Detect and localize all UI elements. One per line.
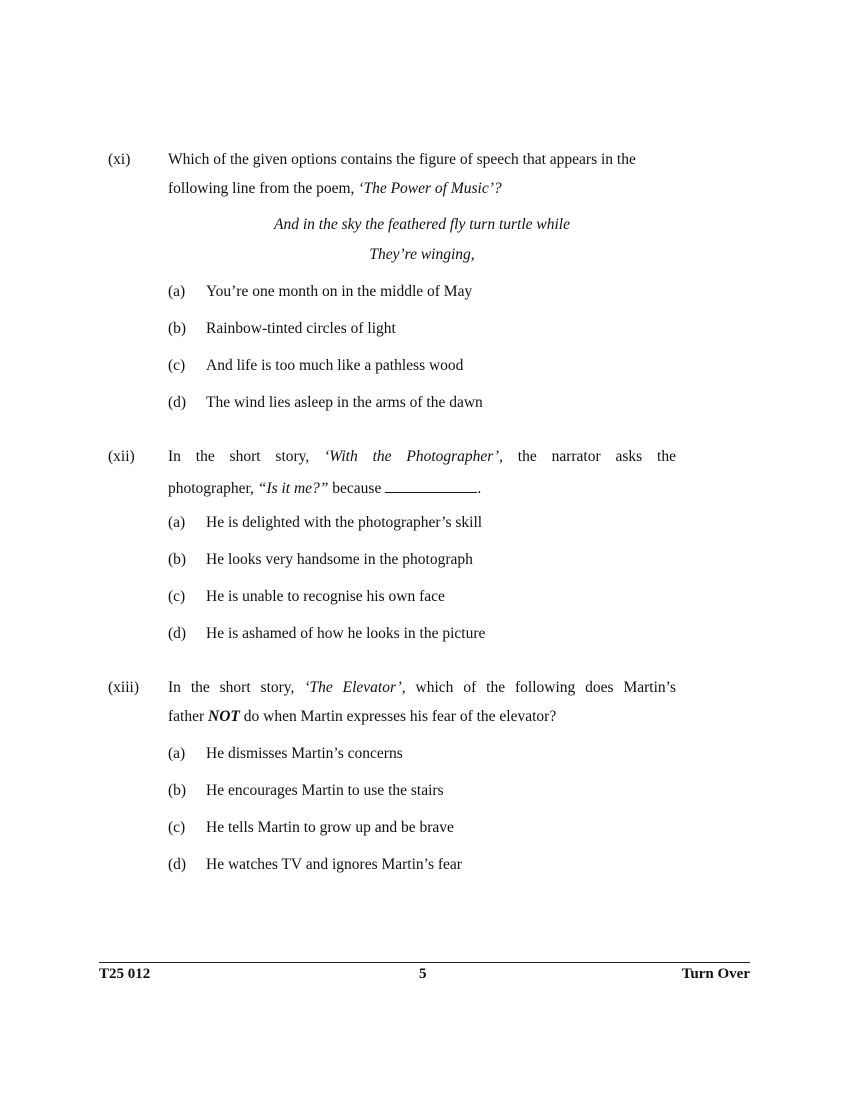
option-text: He is delighted with the photographer’s skill: [206, 514, 483, 531]
option-text: He is ashamed of how he looks in the picture: [206, 625, 486, 642]
option-c[interactable]: [168, 357, 463, 375]
question-text-line: Which of the given options contains the figure of speech that appears in the: [168, 151, 636, 168]
option-label: (b): [168, 320, 187, 337]
quoted-speech: “Is it me?”: [257, 480, 329, 497]
question-text-line: In the short story, ‘With the Photographer’, the narrator asks the: [168, 448, 676, 465]
question-text-line: father NOT do when Martin expresses his fear of the elevator?: [168, 708, 557, 725]
option-text: The wind lies asleep in the arms of the dawn: [206, 394, 483, 411]
option-label: (d): [168, 856, 187, 873]
option-b[interactable]: [168, 782, 444, 800]
option-b[interactable]: [168, 320, 396, 338]
question-number: (xi): [108, 151, 131, 168]
option-text: And life is too much like a pathless wood: [206, 357, 464, 374]
page-number: 5: [419, 966, 427, 982]
option-label: (b): [168, 782, 187, 799]
story-title: ‘With the Photographer’: [324, 448, 500, 465]
option-c[interactable]: [168, 819, 454, 837]
option-text: Rainbow-tinted circles of light: [206, 320, 396, 337]
answer-blank: [385, 477, 477, 493]
question-text-line: In the short story, ‘The Elevator’, which of the following does Martin’s: [168, 679, 676, 696]
option-text: He is unable to recognise his own face: [206, 588, 445, 605]
option-d[interactable]: [168, 856, 462, 874]
option-text: He dismisses Martin’s concerns: [206, 745, 403, 762]
question-number: (xiii): [108, 679, 139, 696]
option-text: He tells Martin to grow up and be brave: [206, 819, 454, 836]
option-label: (b): [168, 551, 187, 568]
turn-over-label: Turn Over: [681, 966, 750, 982]
footer-divider: [99, 962, 750, 963]
option-label: (d): [168, 394, 187, 411]
option-text: He watches TV and ignores Martin’s fear: [206, 856, 462, 873]
option-a[interactable]: [168, 745, 403, 763]
emphasis-not: NOT: [208, 708, 240, 725]
option-a[interactable]: [168, 283, 472, 301]
question-number: (xii): [108, 448, 135, 465]
question-text-line: following line from the poem, ‘The Power of Music’?: [168, 180, 502, 197]
option-d[interactable]: [168, 625, 485, 643]
option-label: (d): [168, 625, 187, 642]
poem-title: ‘The Power of Music’?: [358, 180, 502, 197]
story-title: ‘The Elevator’,: [304, 679, 406, 696]
option-label: (a): [168, 514, 186, 531]
option-text: You’re one month on in the middle of May: [206, 283, 473, 300]
option-label: (c): [168, 357, 186, 374]
option-label: (c): [168, 819, 186, 836]
question-text-line: photographer, “Is it me?” because .: [168, 477, 676, 498]
option-c[interactable]: [168, 588, 445, 606]
option-a[interactable]: [168, 514, 482, 532]
option-label: (a): [168, 745, 186, 762]
poem-quote-line: And in the sky the feathered fly turn turtle while: [273, 216, 570, 233]
paper-code: T25 012: [99, 966, 151, 982]
option-label: (c): [168, 588, 186, 605]
poem-quote-line: They’re winging,: [369, 246, 475, 263]
option-text: He encourages Martin to use the stairs: [206, 782, 444, 799]
option-b[interactable]: [168, 551, 473, 569]
option-label: (a): [168, 283, 186, 300]
option-text: He looks very handsome in the photograph: [206, 551, 473, 568]
option-d[interactable]: [168, 394, 483, 412]
